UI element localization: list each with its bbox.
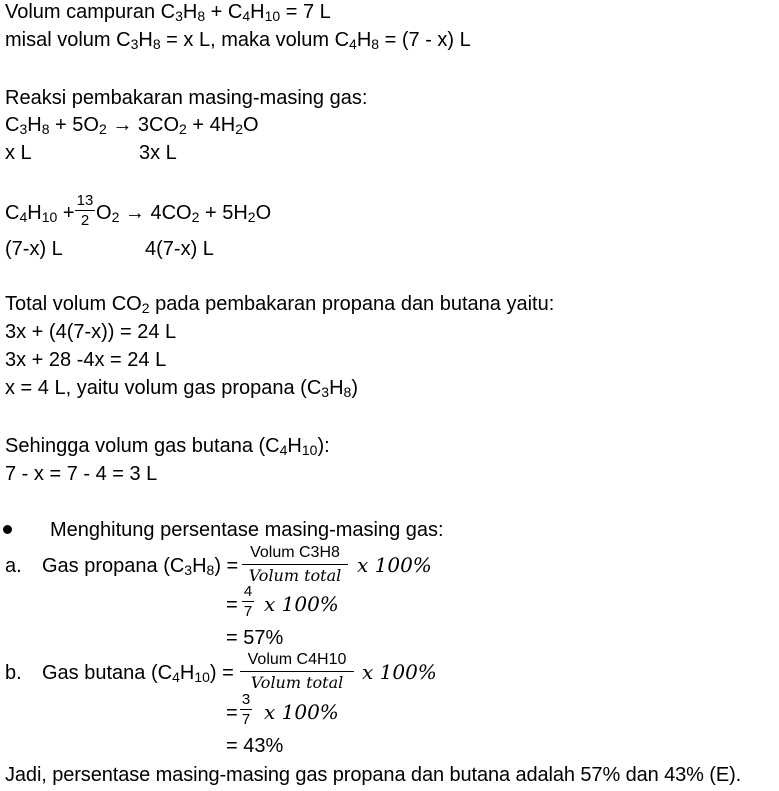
item-b-fraction-3-7: 3 7 (241, 691, 251, 728)
reaction-butana-vol-right: 4(7-x) L (145, 238, 214, 260)
item-b-label: b. (5, 662, 22, 684)
equation-1: 3x + (4(7-x)) = 24 L (5, 321, 177, 343)
reaction-propana: $C_3H_8 + 5O_2 \to 3CO_2 + 4H_2O$ (5, 114, 259, 138)
item-a-times: x 100% (357, 553, 432, 577)
bullet-text: Menghitung persentase masing-masing gas: (50, 519, 444, 541)
item-a-fraction-4-7: 4 7 (243, 583, 253, 620)
reaction-propana-vol-left: x L (5, 142, 32, 164)
equation-2: 3x + 28 -4x = 24 L (5, 349, 167, 371)
reaction-butana-right: $O_2 \to 4CO_2 + 5H_2O$ (96, 202, 272, 226)
item-b-text: Gas butana $(C_4H_{10})$ = (42, 662, 234, 686)
bullet-icon (3, 525, 12, 534)
conclusion: Jadi, persentase masing-masing gas propana dan butana adalah 57% dan 43% (E). (5, 764, 742, 786)
item-a-label: a. (5, 555, 22, 577)
item-a-text: Gas propana $(C_3H_8)$ = (42, 555, 239, 579)
total-volum-line: Total volum $CO_2$ pada pembakaran propana dan butana yaitu: (5, 293, 555, 317)
butana-calc: 7 - x = 7 - 4 = 3 L (5, 463, 158, 485)
item-a-eq2-times: x 100% (264, 592, 339, 616)
equation-3: x = 4 L, yaitu volum gas propana $(C_3H_8)$ (5, 377, 358, 401)
line-campuran: Volum campuran $C_3H_8 + C_4H_{10} = 7$ L (5, 1, 331, 25)
reaction-heading: Reaksi pembakaran masing-masing gas: (5, 87, 368, 109)
butana-line: Sehingga volum gas butana $(C_4H_{10})$: (5, 435, 330, 459)
reaction-propana-vol-right: 3x L (139, 142, 177, 164)
item-a-result: = 57% (226, 627, 284, 649)
item-b-result: = 43% (226, 735, 284, 757)
item-a-eq2-prefix: = (226, 594, 238, 616)
item-b-fraction: Volum C4H10 Volum total (240, 650, 354, 693)
fraction-13-over-2: 13 2 (76, 192, 94, 229)
item-b-eq2-prefix: = (226, 702, 238, 724)
line-misal: misal volum $C_3H_8 = x$ L, maka volum $C_4H_8 = (7 - x)$ L (5, 29, 471, 53)
reaction-butana-vol-left: (7-x) L (5, 238, 63, 260)
item-b-eq2-times: x 100% (264, 700, 339, 724)
reaction-butana-left: $C_4H_{10}$ + (5, 202, 75, 226)
item-b-times: x 100% (362, 660, 437, 684)
item-a-fraction: Volum C3H8 Volum total (242, 543, 348, 586)
